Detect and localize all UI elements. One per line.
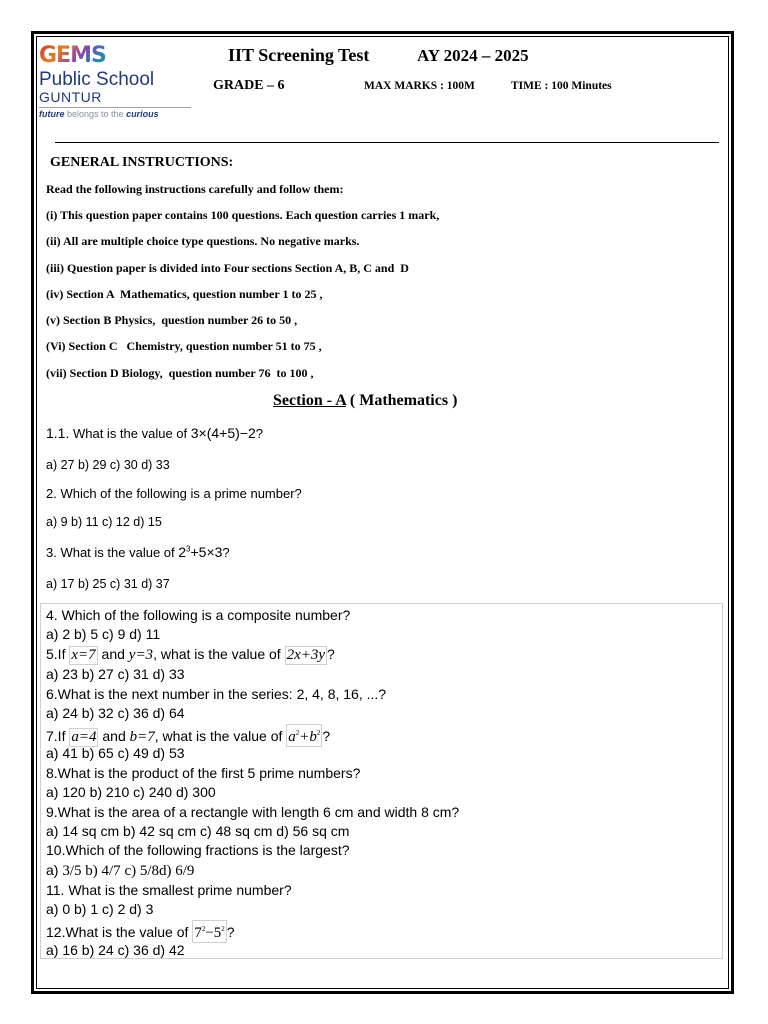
academic-year: AY 2024 – 2025 xyxy=(417,46,529,65)
question-1: 1.1. What is the value of 3×(4+5)−2? xyxy=(46,425,263,441)
instruction-line: (iii) Question paper is divided into Four sections Section A, B, C and D xyxy=(46,261,409,275)
test-title: IIT Screening Test xyxy=(228,45,370,65)
instruction-line: (i) This question paper contains 100 questions. Each question carries 1 mark, xyxy=(46,208,440,222)
question-12: 12.What is the value of $7^2-5^2$ ? xyxy=(46,920,235,943)
logo-tagline: future belongs to the curious xyxy=(39,109,159,119)
question-12-options: a) 16 b) 24 c) 36 d) 42 xyxy=(46,942,185,958)
instruction-line: (vii) Section D Biology, question number 76 to 100 , xyxy=(46,366,314,380)
instruction-line: (ii) All are multiple choice type questions. No negative marks. xyxy=(46,234,360,248)
question-8: 8.What is the product of the first 5 prime numbers? xyxy=(46,765,361,781)
question-1-options: a) 27 b) 29 c) 30 d) 33 xyxy=(46,458,170,472)
question-7: 7.If a=4 and b=7, what is the value of $a^2+b^2$ ? xyxy=(46,724,330,747)
question-10: 10.Which of the following fractions is the largest? xyxy=(46,842,350,858)
grade-label: GRADE – 6 xyxy=(213,78,285,93)
question-10-options: a) 3/5 b) 4/7 c) 5/8d) 6/9 xyxy=(46,862,195,879)
section-heading: Section - A ( Mathematics ) xyxy=(273,392,458,409)
question-6: 6.What is the next number in the series: 2, 4, 8, 16, ...? xyxy=(46,686,387,702)
instruction-line: (v) Section B Physics, question number 26 to 50 , xyxy=(46,313,298,327)
question-9-options: a) 14 sq cm b) 42 sq cm c) 48 sq cm d) 56 sq cm xyxy=(46,823,350,839)
question-5-options: a) 23 b) 27 c) 31 d) 33 xyxy=(46,666,185,682)
logo-brand-mark: GEMS xyxy=(39,43,106,68)
question-3-options: a) 17 b) 25 c) 31 d) 37 xyxy=(46,577,170,591)
question-11-options: a) 0 b) 1 c) 2 d) 3 xyxy=(46,901,154,917)
question-5: 5.If x=7 and y=3, what is the value of 2x+3y ? xyxy=(46,646,335,663)
question-4: 4. Which of the following is a composite number? xyxy=(46,607,351,623)
question-2: 2. Which of the following is a prime number? xyxy=(46,486,302,501)
question-3: 3. What is the value of $2^3+5\times 3$? xyxy=(46,544,230,560)
question-6-options: a) 24 b) 32 c) 36 d) 64 xyxy=(46,705,185,721)
question-11: 11. What is the smallest prime number? xyxy=(46,882,292,898)
logo-city: GUNTUR xyxy=(39,89,102,105)
question-2-options: a) 9 b) 11 c) 12 d) 15 xyxy=(46,515,162,529)
logo-school-name: Public School xyxy=(39,69,155,90)
question-8-options: a) 120 b) 210 c) 240 d) 300 xyxy=(46,784,216,800)
question-4-options: a) 2 b) 5 c) 9 d) 11 xyxy=(46,626,161,642)
question-9: 9.What is the area of a rectangle with length 6 cm and width 8 cm? xyxy=(46,804,460,820)
header-rule xyxy=(55,142,719,143)
school-logo xyxy=(39,44,191,124)
time-limit: TIME : 100 Minutes xyxy=(511,80,612,92)
instructions-heading: GENERAL INSTRUCTIONS: xyxy=(50,155,234,170)
instruction-line: (Vi) Section C Chemistry, question number 51 to 75 , xyxy=(46,339,322,353)
question-7-options: a) 41 b) 65 c) 49 d) 53 xyxy=(46,745,185,761)
instruction-line: Read the following instructions carefully and follow them: xyxy=(46,182,344,196)
max-marks: MAX MARKS : 100M xyxy=(364,80,475,92)
instruction-line: (iv) Section A Mathematics, question number 1 to 25 , xyxy=(46,287,323,301)
